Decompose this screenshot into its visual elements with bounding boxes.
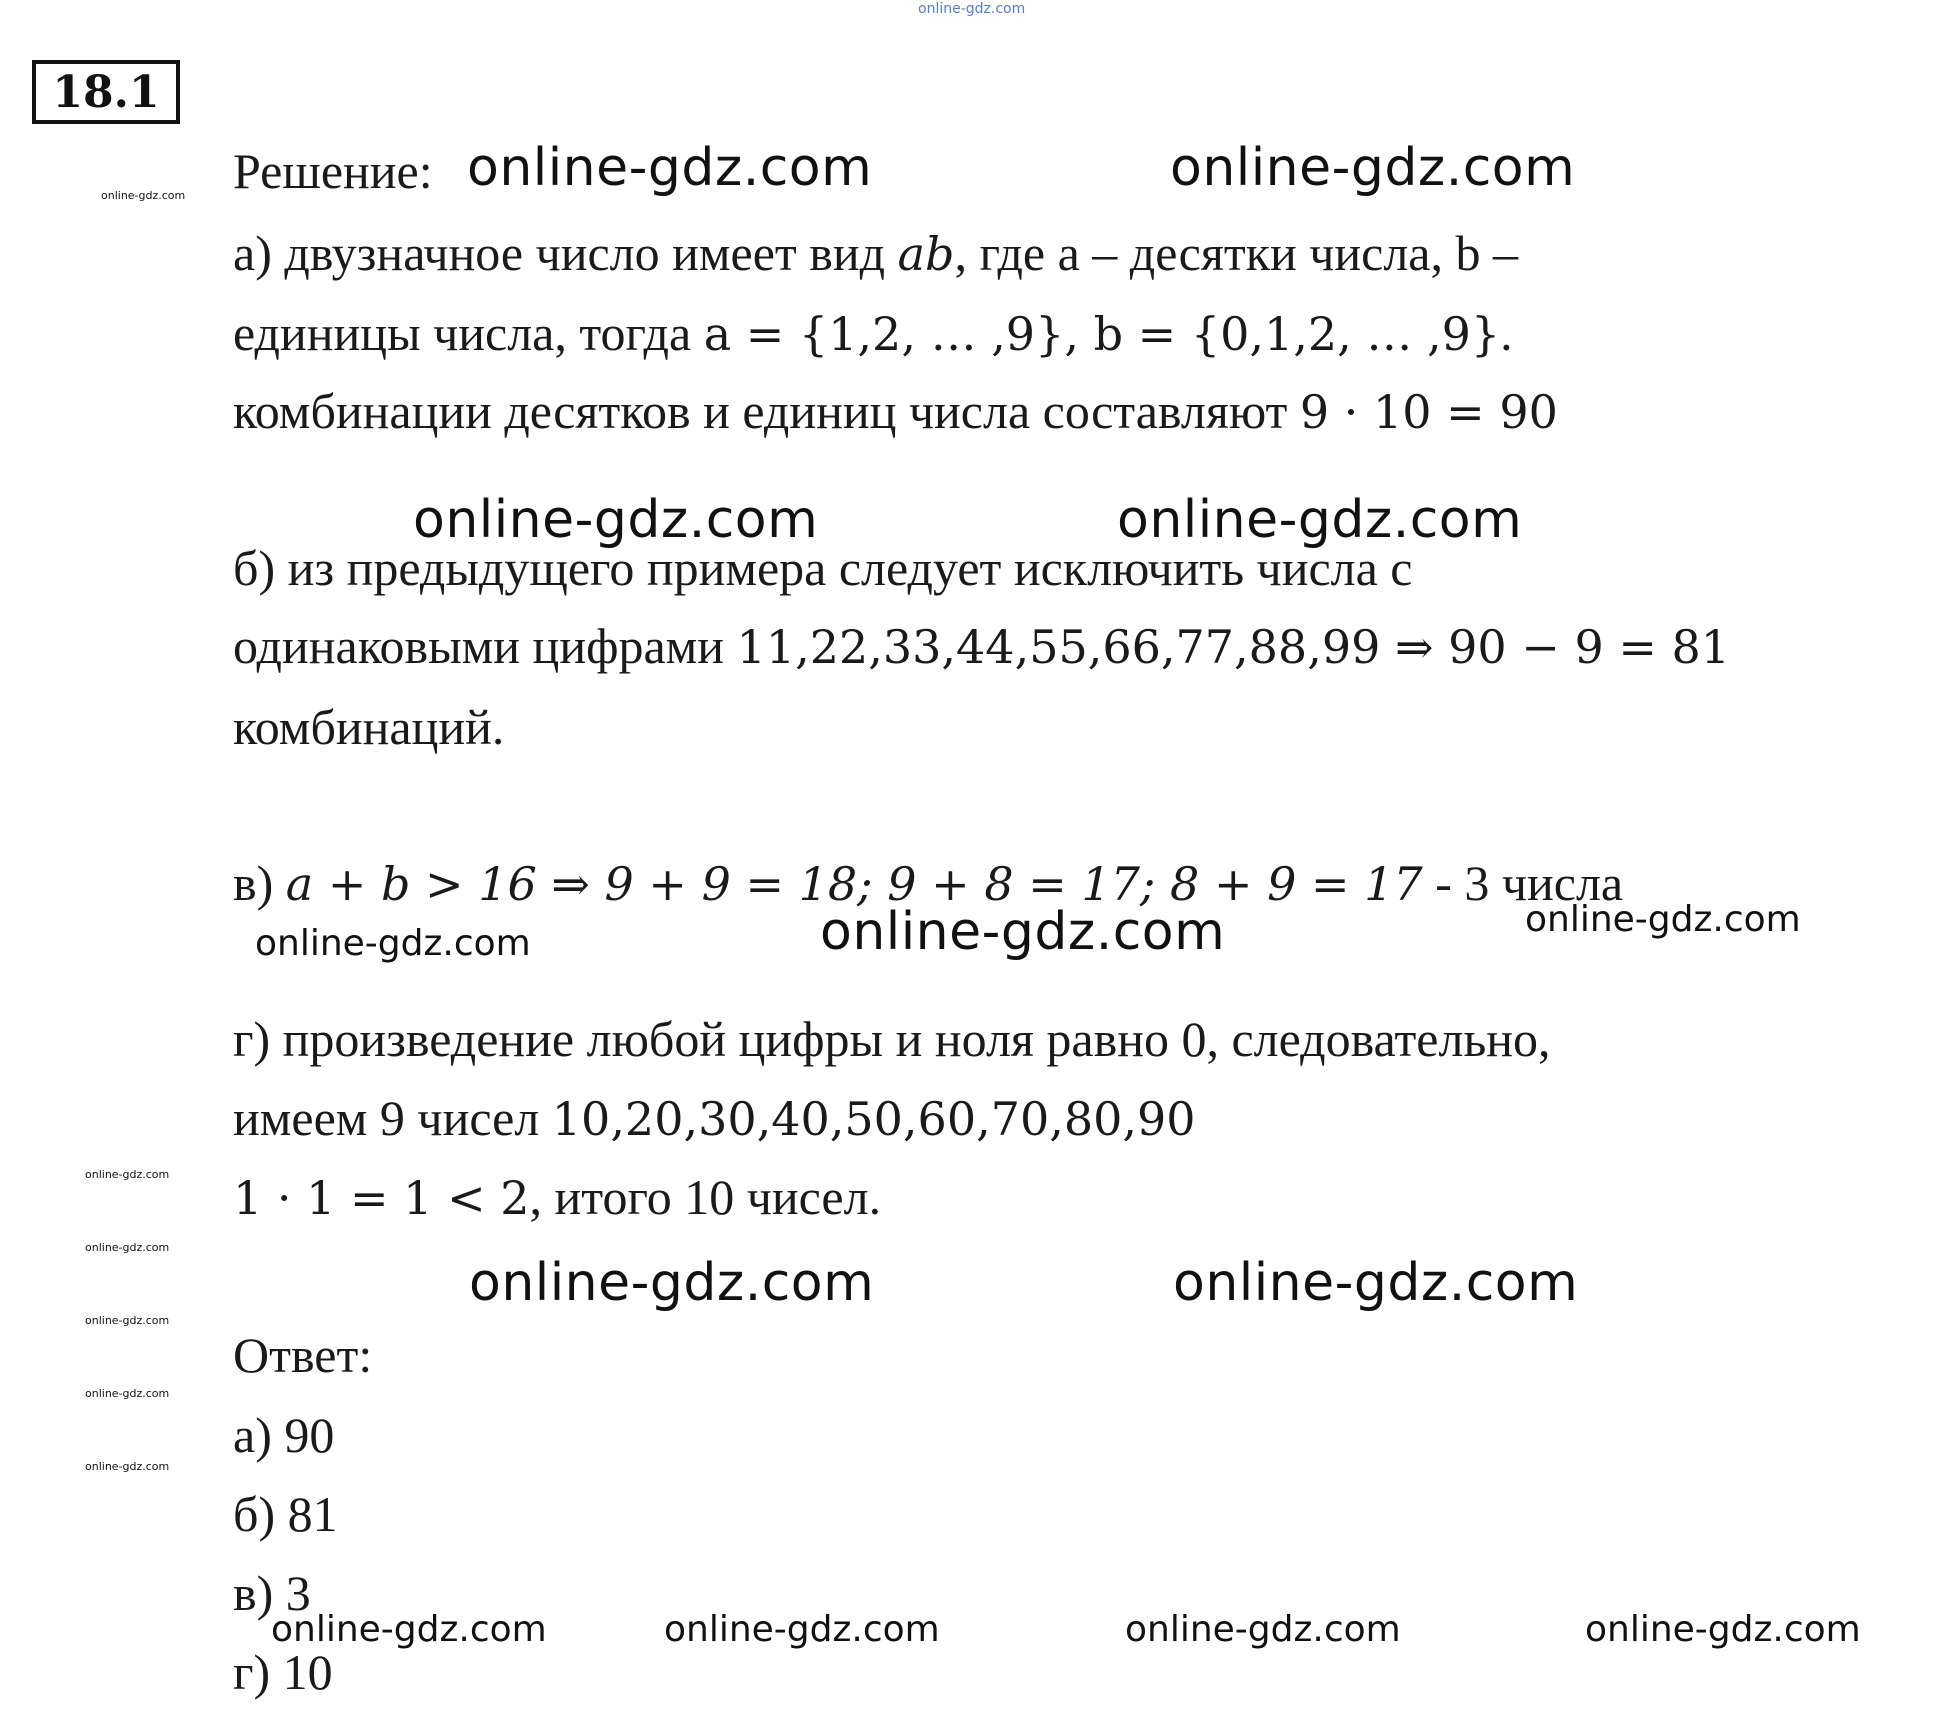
part-a-line-3 [233,383,1558,439]
part-a-product-formula: 9 · 10 = 90 [1299,385,1558,439]
watermark-large: online-gdz.com [467,138,873,198]
part-d-line-1: г) произведение любой цифры и ноля равно 0, следовательно, [233,1011,1551,1067]
part-b-line-1: б) из предыдущего примера следует исключить числа с [233,540,1413,596]
watermark-tiny: online-gdz.com [101,189,186,202]
watermark-large: online-gdz.com [1170,138,1576,198]
part-d-line-2 [233,1090,1196,1146]
answer-item: б) 81 [233,1486,338,1542]
part-b-line-2-text: одинаковыми цифрами [233,618,737,674]
part-d-line-2-text: имеем 9 чисел [233,1090,552,1146]
part-d-numbers: 10,20,30,40,50,60,70,80,90 [551,1092,1196,1146]
solution-heading: Решение: [233,143,433,199]
part-a-line-1 [233,225,1519,281]
watermark-large: online-gdz.com [469,1253,875,1313]
part-a-line-3-text: комбинации десятков и единиц числа составляют [233,383,1300,439]
part-c-prefix: в) [233,855,286,911]
part-d-formula: 1 · 1 = 1 < 2 [233,1171,530,1225]
watermark-medium: online-gdz.com [664,1609,940,1650]
part-a-sets-formula: a = {1,2, … ,9}, b = {0,1,2, … ,9} [703,307,1501,361]
part-a-variable: ab [897,227,955,281]
part-a-line-1-text: а) двузначное число имеет вид [233,225,898,281]
watermark-tiny: online-gdz.com [85,1168,170,1181]
answer-item: а) 90 [233,1407,335,1463]
part-a-line-2 [233,305,1513,361]
problem-number: 18.1 [32,60,180,124]
watermark-medium: online-gdz.com [1525,899,1801,940]
watermark-medium: online-gdz.com [1125,1609,1401,1650]
watermark-tiny: online-gdz.com [85,1387,170,1400]
part-c-line [233,855,1624,911]
part-a-line-1-rest: , где a – десятки числа, b – [954,225,1519,281]
watermark-medium: online-gdz.com [255,923,531,964]
answer-item: в) 3 [233,1565,311,1621]
watermark-medium: online-gdz.com [1585,1609,1861,1650]
part-c-suffix: - 3 числа [1422,855,1624,911]
answer-item: г) 10 [233,1644,333,1700]
watermark-tiny: online-gdz.com [85,1460,170,1473]
part-b-formula: 11,22,33,44,55,66,77,88,99 ⇒ 90 − 9 = 81 [736,620,1731,674]
part-a-line-2-text: единицы числа, тогда [233,305,704,361]
watermark-top: online-gdz.com [918,1,1026,17]
watermark-large: online-gdz.com [413,490,819,550]
part-a-line-2-end: . [1500,305,1513,361]
watermark-medium: online-gdz.com [271,1609,547,1650]
part-d-line-3-text: , итого 10 чисел. [529,1169,882,1225]
part-b-line-2 [233,618,1731,674]
watermark-tiny: online-gdz.com [85,1314,170,1327]
watermark-large: online-gdz.com [1173,1253,1579,1313]
part-d-line-3 [233,1169,882,1225]
watermark-large: online-gdz.com [820,902,1226,962]
watermark-large: online-gdz.com [1117,490,1523,550]
answer-heading: Ответ: [233,1327,373,1383]
part-c-formula: a + b > 16 ⇒ 9 + 9 = 18; 9 + 8 = 17; 8 + 9 = 17 [285,857,1423,911]
watermark-tiny: online-gdz.com [85,1241,170,1254]
part-b-line-3: комбинаций. [233,699,505,755]
